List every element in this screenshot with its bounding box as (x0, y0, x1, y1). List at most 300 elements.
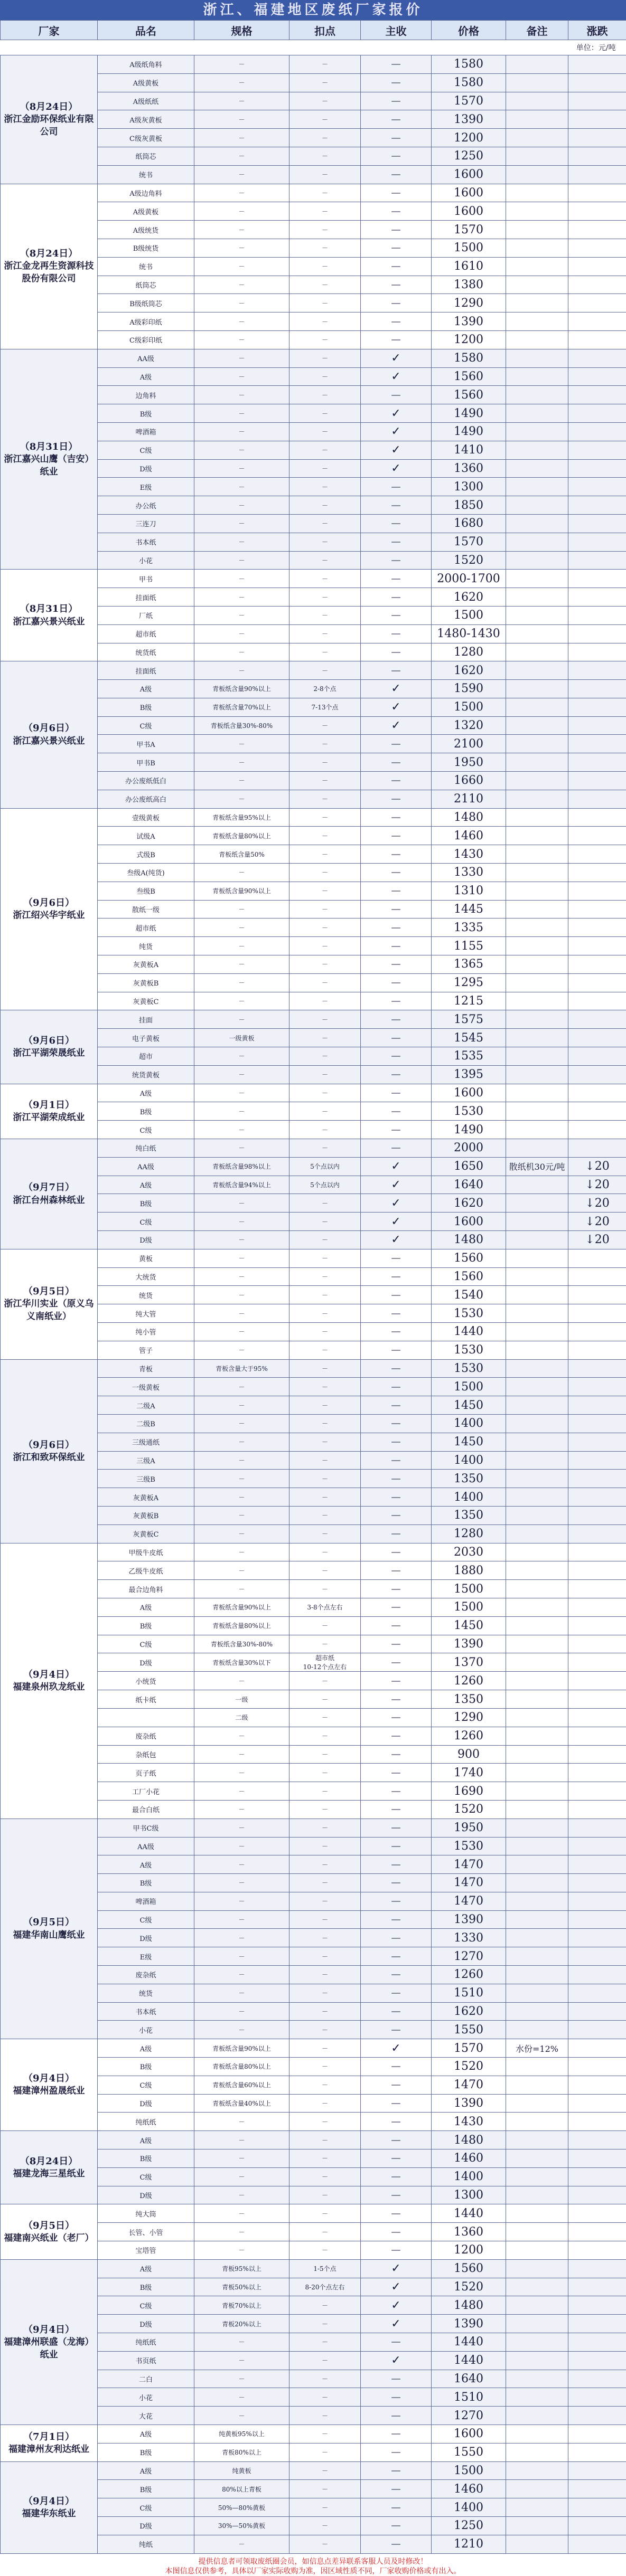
factory-date: （9月5日） (3, 1285, 95, 1298)
note-cell (506, 772, 568, 790)
factory-name: 福建泉州玖龙纸业 (13, 1682, 85, 1692)
deduct-cell: － (289, 643, 361, 661)
deduct-cell: － (289, 808, 361, 827)
main-cell: － (361, 1966, 432, 1984)
price-cell: 1390 (432, 312, 506, 331)
note-cell (506, 2131, 568, 2149)
main-cell: － (361, 294, 432, 312)
note-cell (506, 1855, 568, 1874)
deduct-cell: － (289, 1231, 361, 1249)
deduct-cell: － (289, 2076, 361, 2094)
price-cell: 1490 (432, 422, 506, 441)
main-cell: － (361, 606, 432, 624)
change-cell (568, 1764, 626, 1782)
price-cell: 1580 (432, 349, 506, 367)
deduct-cell: － (289, 1800, 361, 1819)
note-cell: 散纸机30元/吨 (506, 1157, 568, 1176)
main-cell: － (361, 1855, 432, 1874)
note-cell (506, 1304, 568, 1323)
change-cell (568, 147, 626, 165)
factory-date: （9月4日） (3, 1668, 95, 1681)
spec-cell: － (194, 202, 289, 221)
change-cell (568, 1616, 626, 1635)
change-cell (568, 680, 626, 698)
spec-cell: 青板纸含量70%以上 (194, 698, 289, 716)
deduct-cell: － (289, 882, 361, 900)
spec-cell: － (194, 1947, 289, 1966)
change-cell (568, 1341, 626, 1359)
spec-cell: － (194, 1378, 289, 1396)
table-row (1, 808, 626, 827)
price-cell: 1500 (432, 2461, 506, 2480)
price-cell: 1560 (432, 1249, 506, 1267)
deduct-cell: － (289, 349, 361, 367)
note-cell (506, 551, 568, 570)
main-cell: － (361, 864, 432, 882)
main-cell: － (361, 1653, 432, 1672)
deduct-cell: － (289, 2443, 361, 2461)
spec-cell: － (194, 2113, 289, 2131)
note-cell (506, 1745, 568, 1764)
price-cell: 1950 (432, 1819, 506, 1837)
deduct-cell: － (289, 55, 361, 74)
factory-date: （8月31日） (3, 440, 95, 453)
deduct-cell: － (289, 202, 361, 221)
product-cell: A级 (98, 367, 194, 386)
change-cell (568, 165, 626, 184)
main-cell: ✓ (361, 459, 432, 478)
deduct-cell: － (289, 1322, 361, 1341)
deduct-cell: － (289, 2039, 361, 2058)
footer (0, 2554, 626, 2576)
change-cell (568, 1543, 626, 1561)
spec-cell: － (194, 1727, 289, 1745)
factory-name: 浙江嘉兴山鹰（吉安）纸业 (4, 454, 94, 477)
factory-name: 浙江嘉兴景兴纸业 (13, 617, 85, 627)
note-cell (506, 1580, 568, 1598)
factory-name: 浙江嘉兴景兴纸业 (13, 736, 85, 746)
spec-cell: － (194, 1286, 289, 1304)
main-cell: － (361, 1378, 432, 1396)
change-cell (568, 2113, 626, 2131)
note-cell (506, 1010, 568, 1029)
spec-cell: － (194, 1819, 289, 1837)
product-cell: C级 (98, 1213, 194, 1231)
product-cell: 灰黄板B (98, 973, 194, 992)
product-cell: 二白 (98, 2370, 194, 2388)
price-cell: 1350 (432, 1690, 506, 1709)
main-cell: － (361, 1139, 432, 1158)
spec-cell: － (194, 2370, 289, 2388)
change-cell (568, 2039, 626, 2058)
main-cell: － (361, 2480, 432, 2498)
spec-cell: 纯黄板95%以上 (194, 2425, 289, 2444)
change-cell (568, 2076, 626, 2094)
factory-cell (1, 2204, 98, 2259)
table-row (1, 2259, 626, 2278)
note-cell (506, 422, 568, 441)
spec-cell: － (194, 367, 289, 386)
main-cell: － (361, 147, 432, 165)
product-cell: A级 (98, 2259, 194, 2278)
note-cell (506, 955, 568, 974)
price-cell: 1500 (432, 1378, 506, 1396)
factory-date: （9月4日） (3, 2495, 95, 2508)
product-cell: D级 (98, 2516, 194, 2535)
main-cell: － (361, 1892, 432, 1910)
deduct-cell: － (289, 588, 361, 607)
price-cell: 1390 (432, 1910, 506, 1929)
main-cell: － (361, 1029, 432, 1047)
main-cell: ✓ (361, 2278, 432, 2296)
deduct-cell: － (289, 772, 361, 790)
deduct-cell: － (289, 422, 361, 441)
spec-cell: 青板纸含量80%以上 (194, 2058, 289, 2076)
product-cell: C级 (98, 1635, 194, 1653)
price-cell: 1580 (432, 55, 506, 74)
deduct-cell: － (289, 1304, 361, 1323)
factory-cell (1, 184, 98, 349)
deduct-cell: － (289, 1580, 361, 1598)
product-cell: 纯白纸 (98, 1139, 194, 1158)
spec-cell: － (194, 2131, 289, 2149)
change-cell (568, 643, 626, 661)
main-cell: － (361, 221, 432, 239)
product-cell: 纯大筒 (98, 2204, 194, 2223)
change-cell (568, 1984, 626, 2002)
spec-cell: － (194, 2388, 289, 2407)
deduct-cell: － (289, 1010, 361, 1029)
deduct-cell: － (289, 1543, 361, 1561)
product-cell: 黄板 (98, 1249, 194, 1267)
factory-date: （9月6日） (3, 1034, 95, 1047)
change-cell (568, 514, 626, 533)
spec-cell: － (194, 1910, 289, 1929)
product-cell: C级 (98, 716, 194, 735)
table-row (1, 2425, 626, 2444)
deduct-cell: － (289, 1782, 361, 1801)
factory-name: 福建漳州盈晟纸业 (13, 2086, 85, 2096)
price-cell: 1530 (432, 1341, 506, 1359)
spec-cell: － (194, 1249, 289, 1267)
change-cell (568, 1800, 626, 1819)
change-cell (568, 1929, 626, 1947)
change-cell (568, 1433, 626, 1451)
price-cell: 1600 (432, 184, 506, 202)
deduct-cell: － (289, 955, 361, 974)
price-cell: 2000-1700 (432, 570, 506, 588)
main-cell: ✓ (361, 2351, 432, 2370)
note-cell (506, 2535, 568, 2553)
product-cell: 纸卡纸 (98, 1690, 194, 1709)
deduct-cell: 超市纸 10-12个点左右 (289, 1653, 361, 1672)
main-cell: － (361, 570, 432, 588)
main-cell: － (361, 1341, 432, 1359)
note-cell (506, 827, 568, 845)
change-cell (568, 624, 626, 643)
change-cell (568, 496, 626, 515)
note-cell (506, 1139, 568, 1158)
spec-cell: 青板80%以上 (194, 2443, 289, 2461)
table-body (1, 55, 626, 2554)
change-cell (568, 808, 626, 827)
spec-cell: 青板70%以上 (194, 2296, 289, 2315)
main-cell: － (361, 1010, 432, 1029)
product-cell: 工厂小花 (98, 1782, 194, 1801)
deduct-cell: － (289, 2425, 361, 2444)
price-cell: 1570 (432, 92, 506, 110)
price-cell: 1330 (432, 1929, 506, 1947)
note-cell (506, 1524, 568, 1543)
main-cell: － (361, 533, 432, 551)
change-cell (568, 276, 626, 294)
main-cell: ✓ (361, 2259, 432, 2278)
note-cell (506, 790, 568, 808)
price-cell: 1335 (432, 918, 506, 937)
main-cell: － (361, 1984, 432, 2002)
price-cell: 1490 (432, 404, 506, 423)
factory-date: （9月1日） (3, 1098, 95, 1112)
deduct-cell: － (289, 514, 361, 533)
change-cell (568, 422, 626, 441)
product-cell: A级边角料 (98, 184, 194, 202)
main-cell: － (361, 2370, 432, 2388)
main-cell: － (361, 588, 432, 607)
price-cell: 1880 (432, 1561, 506, 1580)
main-cell: － (361, 276, 432, 294)
note-cell (506, 606, 568, 624)
spec-cell: － (194, 92, 289, 110)
table-row (1, 1139, 626, 1158)
price-cell: 1640 (432, 1176, 506, 1194)
spec-cell: － (194, 147, 289, 165)
main-cell: ✓ (361, 441, 432, 459)
price-cell: 1950 (432, 753, 506, 772)
product-cell: 啤酒箱 (98, 1892, 194, 1910)
spec-cell: － (194, 294, 289, 312)
spec-cell: － (194, 570, 289, 588)
change-cell (568, 772, 626, 790)
spec-cell: － (194, 1396, 289, 1415)
deduct-cell: － (289, 1745, 361, 1764)
deduct-cell: － (289, 1433, 361, 1451)
price-cell: 1600 (432, 165, 506, 184)
price-cell: 1600 (432, 202, 506, 221)
price-cell: 1290 (432, 294, 506, 312)
product-cell: C级 (98, 2167, 194, 2186)
main-cell: － (361, 624, 432, 643)
table-row (1, 2461, 626, 2480)
deduct-cell: － (289, 1910, 361, 1929)
spec-cell: － (194, 2167, 289, 2186)
note-cell: 水份=12% (506, 2039, 568, 2058)
spec-cell: － (194, 73, 289, 92)
spec-cell: － (194, 184, 289, 202)
price-cell: 1360 (432, 459, 506, 478)
product-cell: 纸筒芯 (98, 276, 194, 294)
change-cell (568, 2461, 626, 2480)
change-cell (568, 1488, 626, 1507)
main-cell: － (361, 386, 432, 404)
price-cell: 1295 (432, 973, 506, 992)
price-cell: 1350 (432, 1506, 506, 1524)
note-cell (506, 1837, 568, 1855)
note-cell (506, 973, 568, 992)
main-cell: － (361, 1322, 432, 1341)
product-cell: B级 (98, 1194, 194, 1213)
deduct-cell: － (289, 386, 361, 404)
product-cell: 大统货 (98, 1267, 194, 1286)
spec-cell: － (194, 1672, 289, 1690)
factory-name: 福建龙海三星纸业 (13, 2168, 85, 2179)
main-cell: － (361, 1249, 432, 1267)
change-cell (568, 2002, 626, 2021)
change-cell (568, 827, 626, 845)
change-cell (568, 698, 626, 716)
deduct-cell: － (289, 1984, 361, 2002)
product-cell: 挂面纸 (98, 588, 194, 607)
main-cell: ✓ (361, 367, 432, 386)
price-cell: 1500 (432, 239, 506, 257)
price-cell: 1500 (432, 1598, 506, 1616)
spec-cell: － (194, 1488, 289, 1507)
spec-cell: － (194, 1267, 289, 1286)
main-cell: － (361, 1267, 432, 1286)
product-cell (98, 1708, 194, 1727)
price-cell: 1575 (432, 1010, 506, 1029)
product-cell: 三级B (98, 1470, 194, 1488)
main-cell: － (361, 184, 432, 202)
change-cell (568, 606, 626, 624)
deduct-cell: － (289, 2021, 361, 2039)
factory-cell (1, 1249, 98, 1359)
note-cell (506, 1543, 568, 1561)
factory-cell (1, 55, 98, 184)
price-cell: 1510 (432, 1984, 506, 2002)
product-cell: AA级 (98, 1157, 194, 1176)
spec-cell: － (194, 2186, 289, 2204)
deduct-cell: － (289, 1635, 361, 1653)
price-cell: 1470 (432, 2076, 506, 2094)
change-cell (568, 1470, 626, 1488)
factory-date: （8月24日） (3, 100, 95, 113)
product-cell: A级黄板 (98, 202, 194, 221)
price-cell: 1740 (432, 1764, 506, 1782)
note-cell (506, 1378, 568, 1396)
spec-cell: 青板纸含量80%以上 (194, 1616, 289, 1635)
change-cell (568, 478, 626, 496)
spec-cell: － (194, 1121, 289, 1139)
change-cell (568, 1047, 626, 1066)
deduct-cell: － (289, 937, 361, 955)
note-cell (506, 698, 568, 716)
product-cell: B级 (98, 1616, 194, 1635)
spec-cell: － (194, 1506, 289, 1524)
product-cell: B级纸筒芯 (98, 294, 194, 312)
change-cell (568, 2021, 626, 2039)
note-cell (506, 73, 568, 92)
deduct-cell: － (289, 973, 361, 992)
product-cell: 甲书 (98, 570, 194, 588)
product-cell: 甲级牛皮纸 (98, 1543, 194, 1561)
change-cell (568, 2186, 626, 2204)
deduct-cell: － (289, 1524, 361, 1543)
price-cell: 1520 (432, 551, 506, 570)
table-row (1, 1819, 626, 1837)
factory-cell (1, 349, 98, 570)
main-cell: ✓ (361, 698, 432, 716)
product-cell: 二级A (98, 1396, 194, 1415)
main-cell: － (361, 1561, 432, 1580)
product-cell: B级 (98, 404, 194, 423)
main-cell: － (361, 1764, 432, 1782)
spec-cell: － (194, 330, 289, 349)
note-cell (506, 2296, 568, 2315)
note-cell (506, 514, 568, 533)
spec-cell: － (194, 1764, 289, 1782)
deduct-cell: － (289, 790, 361, 808)
product-cell: D级 (98, 1231, 194, 1249)
deduct-cell: － (289, 2407, 361, 2425)
spec-cell: 青板95%以上 (194, 2259, 289, 2278)
product-cell: 书本纸 (98, 533, 194, 551)
deduct-cell: － (289, 1837, 361, 1855)
note-cell (506, 900, 568, 918)
deduct-cell: － (289, 459, 361, 478)
deduct-cell: － (289, 845, 361, 864)
price-cell: 1550 (432, 2021, 506, 2039)
deduct-cell: － (289, 1102, 361, 1121)
spec-cell: － (194, 1561, 289, 1580)
deduct-cell: 3-8个点左右 (289, 1598, 361, 1616)
change-cell (568, 330, 626, 349)
deduct-cell: － (289, 1194, 361, 1213)
price-cell: 1620 (432, 588, 506, 607)
price-cell: 1570 (432, 2039, 506, 2058)
deduct-cell: － (289, 1047, 361, 1066)
price-cell: 1470 (432, 1874, 506, 1892)
price-cell: 1200 (432, 2241, 506, 2260)
spec-cell: － (194, 1304, 289, 1323)
product-cell: 书页纸 (98, 2351, 194, 2370)
main-cell: － (361, 1635, 432, 1653)
spec-cell: － (194, 735, 289, 753)
main-cell: － (361, 1745, 432, 1764)
col-header-spec: 规格 (194, 21, 289, 40)
main-cell: － (361, 753, 432, 772)
product-cell: 甲书B (98, 753, 194, 772)
deduct-cell: － (289, 2241, 361, 2260)
price-cell: 1510 (432, 2388, 506, 2407)
main-cell: － (361, 514, 432, 533)
price-cell: 1640 (432, 2370, 506, 2388)
spec-cell: － (194, 478, 289, 496)
product-cell: 大花 (98, 2407, 194, 2425)
price-cell: 1480 (432, 2131, 506, 2149)
factory-cell (1, 661, 98, 808)
main-cell: － (361, 2076, 432, 2094)
main-cell: ✓ (361, 404, 432, 423)
main-cell: － (361, 643, 432, 661)
deduct-cell: － (289, 2480, 361, 2498)
change-cell (568, 1708, 626, 1727)
main-cell: － (361, 1929, 432, 1947)
note-cell (506, 937, 568, 955)
deduct-cell: 7-13个点 (289, 698, 361, 716)
note-cell (506, 588, 568, 607)
change-cell (568, 1139, 626, 1158)
main-cell: － (361, 1910, 432, 1929)
